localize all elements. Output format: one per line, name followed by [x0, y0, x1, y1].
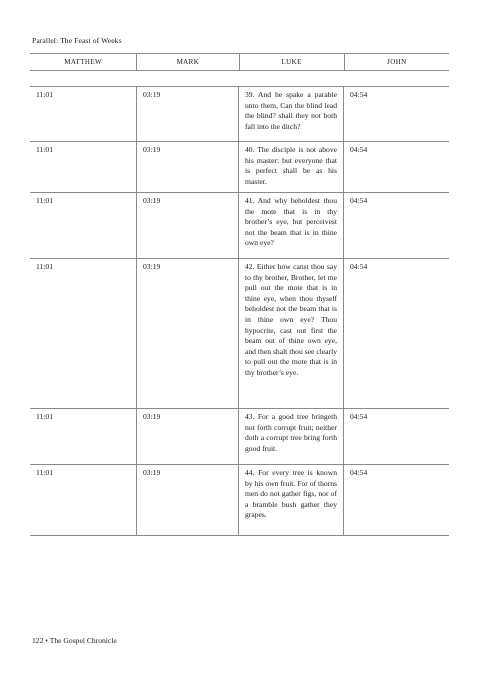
page-heading: Parallel: The Feast of Weeks	[32, 36, 122, 45]
john-ref: 04:54	[350, 90, 368, 99]
column-header-matthew: MATTHEW	[30, 54, 137, 70]
matthew-ref: 11:01	[30, 193, 137, 258]
john-ref: 04:54	[350, 145, 368, 154]
luke-verse: 44. For every tree is known by his own fruit. For of thorns men do not gather figs, nor of a bramble bush gather they grapes.	[239, 465, 344, 535]
mark-ref: 03:19	[137, 193, 239, 258]
mark-ref: 03:19	[137, 465, 239, 535]
matthew-ref: 11:01	[30, 409, 137, 464]
luke-verse: 41. And why beholdest thou the mote that is in thy brother’s eye, but perceivest not the beam that is in thine own eye?	[239, 193, 344, 258]
column-header-luke: LUKE	[240, 54, 345, 70]
table-row	[30, 465, 449, 536]
luke-verse: 40. The disciple is not above his master: but everyone that is perfect shall be as his master.	[239, 142, 344, 192]
luke-verse: 43. For a good tree bringeth not forth corrupt fruit; neither doth a corrupt tree bring forth good fruit.	[239, 409, 344, 464]
john-ref: 04:54	[350, 468, 368, 477]
mark-ref: 03:19	[137, 409, 239, 464]
matthew-ref: 11:01	[30, 87, 137, 141]
john-ref: 04:54	[350, 412, 368, 421]
mark-ref: 03:19	[137, 142, 239, 192]
matthew-ref: 11:01	[30, 259, 137, 408]
parallel-table	[30, 87, 449, 536]
table-row	[30, 87, 449, 142]
table-row	[30, 142, 449, 193]
luke-verse: 42. Either how canst thou say to thy brother, Brother, let me pull out the mote that is in thine eye, when thou thyself beholdest not the beam that is in thine own eye? Thou hypocrite, cast out first the beam out of thine own eye, and then shalt thou see clearly to pull out the mote that is in thy brother’s eye.	[239, 259, 344, 408]
table-row	[30, 193, 449, 259]
matthew-ref: 11:01	[30, 465, 137, 535]
page-footer: 122 • The Gospel Chronicle	[32, 636, 117, 645]
mark-ref: 03:19	[137, 259, 239, 408]
luke-verse: 39. And he spake a parable unto them, Can the blind lead the blind? shall they not both fall into the ditch?	[239, 87, 344, 141]
table-row	[30, 409, 449, 465]
table-row	[30, 259, 449, 409]
john-ref: 04:54	[350, 196, 368, 205]
mark-ref: 03:19	[137, 87, 239, 141]
matthew-ref: 11:01	[30, 142, 137, 192]
column-header-john: JOHN	[387, 58, 407, 66]
column-header-row	[30, 53, 449, 71]
column-header-mark: MARK	[137, 54, 239, 70]
john-ref: 04:54	[350, 262, 368, 271]
